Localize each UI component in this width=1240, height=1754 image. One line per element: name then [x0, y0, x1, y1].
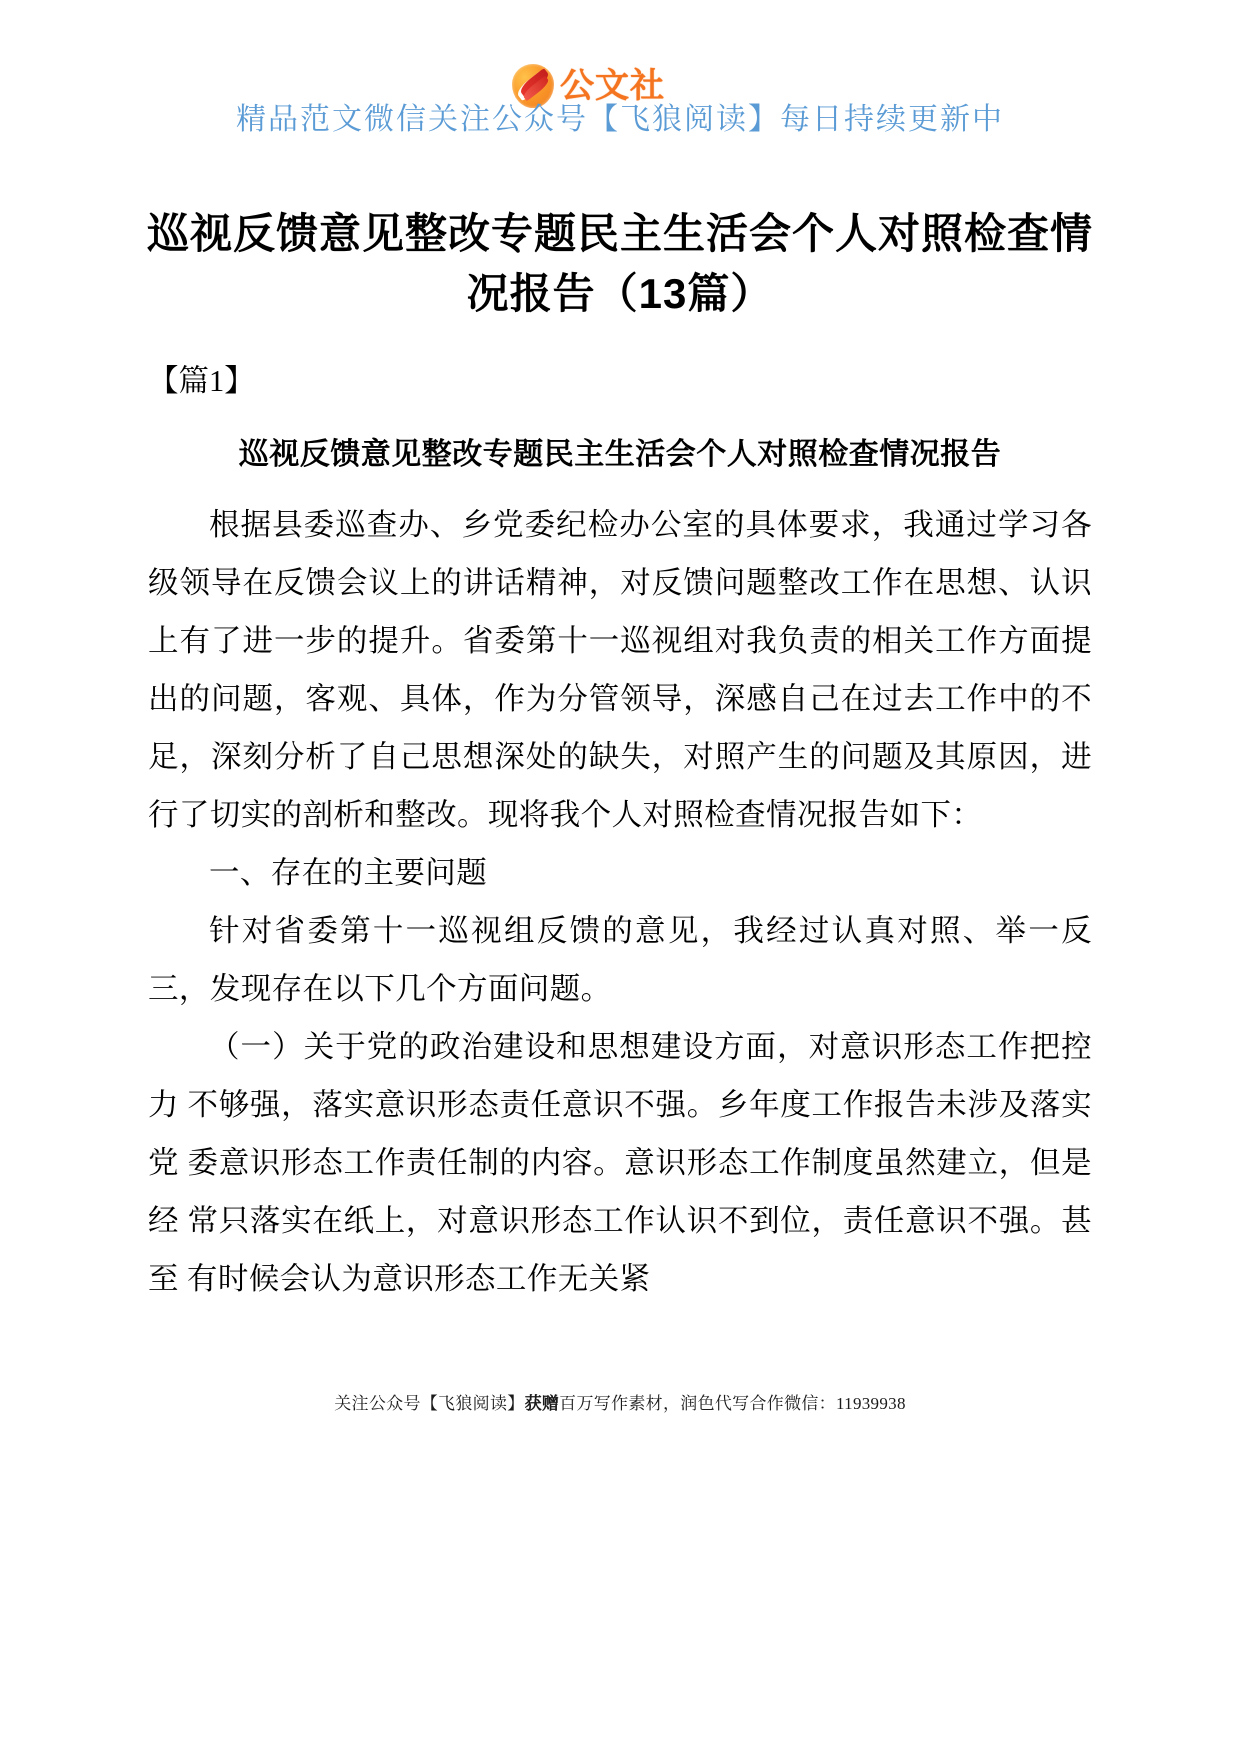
paragraph: 根据县委巡查办、乡党委纪检办公室的具体要求，我通过学习各 级领导在反馈会议上的讲话精神，对反馈问题整改工作在思想、认识 上有了进一步的提升。省委第十一巡视组对我负责的相关工作方面提 出的问题，客观、具体，作为分管领导，深感自己在过去工作中的不 足，深刻分析了自己思想深处的缺失，对照产生的问题及其原因，进 行了切实的剖析和整改。现将我个人对照检查情况报告如下：: [148, 508, 1092, 832]
article-subtitle: 巡视反馈意见整改专题民主生活会个人对照检查情况报告: [238, 438, 1002, 471]
footer-emphasis: 获赠: [524, 1394, 560, 1413]
piece-label: 【篇1】: [148, 364, 255, 398]
footer-note: [0, 1389, 1240, 1414]
paragraph: （一）关于党的政治建设和思想建设方面，对意识形态工作把控力 不够强，落实意识形态责任意识不强。乡年度工作报告未涉及落实党 委意识形态工作责任制的内容。意识形态工作制度虽然建立，但是经 常只落实在纸上，对意识形态工作认识不到位，责任意识不强。甚至 有时候会认为意识形态工作无关紧: [148, 1030, 1092, 1296]
footer-prefix: 关注公众号【飞狼阅读】: [334, 1394, 525, 1413]
footer-suffix: 百万写作素材，润色代写合作微信：11939938: [559, 1394, 906, 1413]
paragraph: 一、存在的主要问题: [209, 856, 488, 890]
page-title: 巡视反馈意见整改专题民主生活会个人对照检查情况报告（13篇）: [146, 210, 1093, 317]
document-body: [148, 352, 1092, 1308]
promo-banner: [0, 58, 1240, 138]
promo-tagline: 精品范文微信关注公众号【飞狼阅读】每日持续更新中: [236, 103, 1004, 136]
paragraph: 针对省委第十一巡视组反馈的意见，我经过认真对照、举一反三，发现存在以下几个方面问题。: [148, 914, 1092, 1006]
site-logo-text: 公文社: [560, 67, 665, 105]
